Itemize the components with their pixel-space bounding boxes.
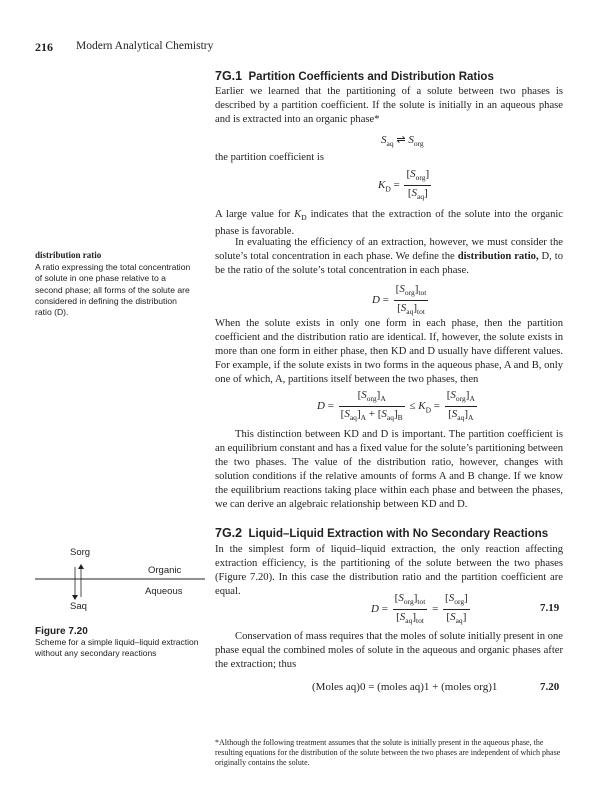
arrowhead-down	[72, 595, 78, 600]
section-title: Liquid–Liquid Extraction with No Secondary Reactions	[248, 528, 549, 540]
paragraph: Earlier we learned that the partitioning of a solute between two phases is described by a partition coefficient. If the solute is initially in an aqueous phase and is extracted into an organic phase*	[215, 86, 563, 126]
section-title: Partition Coefficients and Distribution Ratios	[248, 71, 494, 83]
running-title: Modern Analytical Chemistry	[76, 40, 214, 52]
figure-phase-aqueous: Aqueous	[145, 586, 183, 597]
paragraph: Conservation of mass requires that the moles of solute initially present in one phase equal the combined moles of solute in the aqueous and organic phases after the extraction; thus	[215, 631, 563, 671]
paragraph	[215, 236, 563, 278]
text-run: D, to be the ratio of the solute’s total concentration in each phase.	[215, 251, 564, 277]
paragraph: In the simplest form of liquid–liquid extraction, the only reaction affecting extraction efficiency, is the partitioning of the solute between the two phases (Figure 7.20). In this case the distribution ratio and the partition coefficient are equal.	[215, 544, 563, 598]
paragraph: This distinction between KD and D is important. The partition coefficient is an equilibrium constant and has a fixed value for the solute’s partitioning between the two phases. The value of the distribution ratio, however, changes with solution conditions if the relative amounts of forms A and B change. If we know the equilibrium reactions taking place within each phase and between the phases, we can derive an algebraic relationship between KD and D.	[215, 429, 563, 511]
section-heading-7g2	[215, 526, 548, 540]
equation-number: 7.20	[540, 681, 560, 693]
paragraph: A large value for $K_D$ indicates that the extraction of the solute into the organic phase is favorable.	[215, 209, 564, 238]
section-heading-7g1	[215, 69, 494, 83]
arrowhead-up	[78, 564, 84, 569]
equation-number: 7.19	[540, 602, 560, 614]
partition-coefficient-equation: $K_D$ = $\frac{[S_{org}]}{[S_{aq}]}$	[378, 168, 430, 202]
footnote: *Although the following treatment assumes that the solute is initially present in the aqueous phase, the resulting equations for the distribution of the solute between the two phases are independent of which phase originally contains the solute.	[215, 738, 561, 767]
margin-term: distribution ratio	[35, 250, 102, 260]
margin-definition: A ratio expressing the total concentration of solute in one phase relative to a second phase; all forms of the solute are considered in defining the distribution ratio (D).	[35, 262, 191, 318]
equation-7-19: D = $\frac{[S_{org}]_{tot}}{[S_{aq}]_{tot}}$ = $\frac{[S_{org}]}{[S_{aq}]}$	[371, 592, 468, 626]
page-number: 216	[35, 40, 53, 54]
figure-number: Figure 7.20	[35, 626, 88, 637]
distribution-vs-partition-equation: D = $\frac{[S_{org}]_A}{[S_{aq}]_A + [S_{aq}]_B}$ ≤ $K_D$ = $\frac{[S_{org}]_A}{[S_{aq}]_A}$	[317, 389, 475, 423]
section-number: 7G.1	[215, 69, 243, 83]
extraction-scheme-diagram	[35, 555, 205, 605]
figure-label-sorg: Sorg	[70, 547, 91, 558]
section-number: 7G.2	[215, 526, 243, 540]
term-highlight: distribution ratio,	[457, 251, 539, 263]
figure-label-saq: Saq	[70, 601, 87, 612]
equilibrium-equation: $S_{aq}$ ⇌ $S_{org}$	[381, 134, 424, 149]
text-run: indicates that the extraction of the solute into the organic phase is favorable.	[215, 209, 564, 238]
text-run: A large value for	[215, 209, 295, 220]
distribution-ratio-equation: D = $\frac{[S_{org}]_{tot}}{[S_{aq}]_{tot}}$	[372, 283, 427, 317]
figure-caption: Scheme for a simple liquid–liquid extraction without any secondary reactions	[35, 637, 199, 658]
paragraph: the partition coefficient is	[215, 152, 324, 163]
equation-7-20: (Moles aq)0 = (moles aq)1 + (moles org)1	[312, 681, 498, 693]
paragraph: When the solute exists in only one form in each phase, then the partition coefficient and the distribution ratio are identical. If, however, the solute exists in more than one form in either phase, then KD and D usually have different values. For example, if the solute exists in two forms in the aqueous phase, A and B, only one of which, A, partitions itself between the two phases, then	[215, 318, 563, 386]
text-run: In evaluating the efficiency of an extraction, however, we must consider the solute’s total concentration in each phase. We define the	[215, 237, 563, 263]
figure-phase-organic: Organic	[148, 565, 182, 576]
